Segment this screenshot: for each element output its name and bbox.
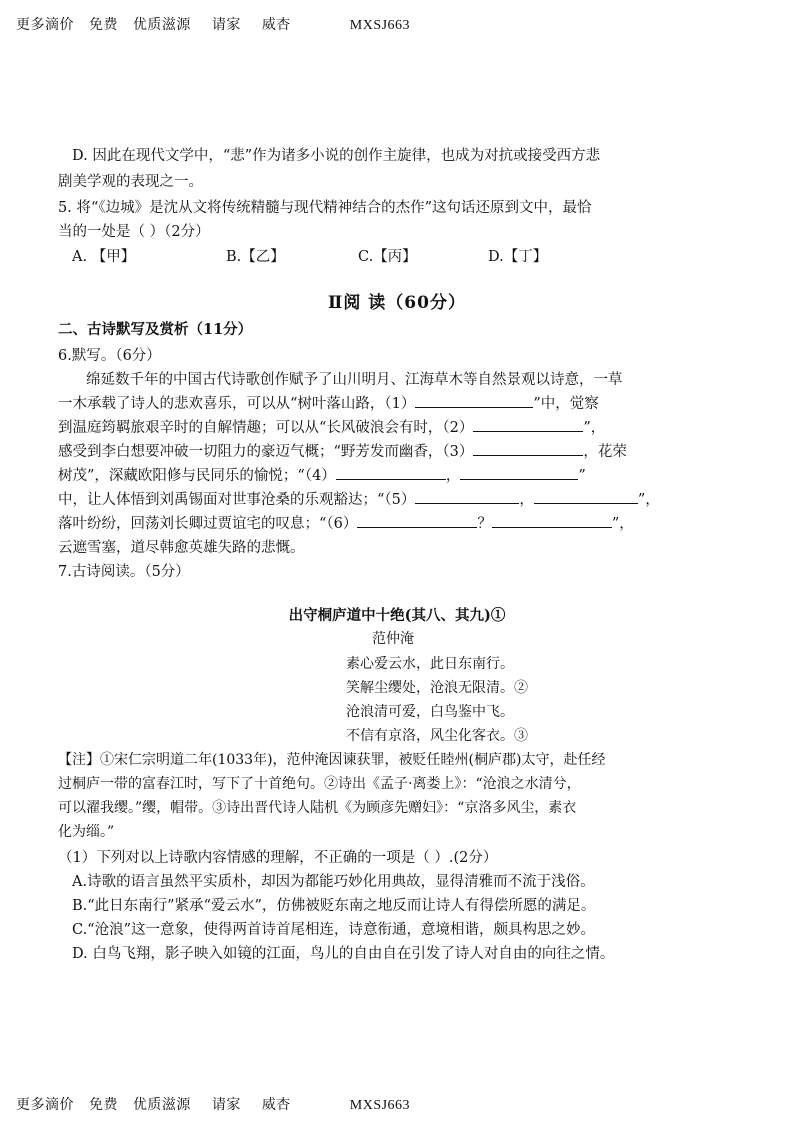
watermark-code: MXSJ663: [349, 1098, 411, 1113]
answer-blank-3[interactable]: [473, 441, 583, 456]
q6-line5-comma: ，: [445, 468, 461, 484]
q6-line6-text: 中，让人体悟到刘禹锡面对世事沧桑的乐观豁达；“（5）: [58, 492, 416, 508]
q6-line4-text: 感受到李白想要冲破一切阻力的豪迈气概；“野芳发而幽香，（3）: [58, 444, 474, 460]
q6-line3: [58, 416, 605, 437]
q6-line5: [58, 464, 586, 485]
q6-line7-tail: ”，: [611, 516, 634, 532]
q6-line1: 绵延数千年的中国古代诗歌创作赋予了山川明月、江海草木等自然景观以诗意，一草: [86, 372, 623, 388]
watermark-part: 请家: [211, 17, 241, 33]
answer-blank-6a[interactable]: [357, 513, 477, 528]
q6-line4: [58, 440, 627, 461]
answer-blank-6b[interactable]: [492, 513, 612, 528]
poem-note-line4: 化为缁。”: [58, 824, 115, 840]
q6-title: 6.默写。（6分）: [58, 348, 161, 364]
q4-option-d-line2: 剧美学观的表现之一。: [58, 174, 203, 190]
q5-option-a: A. 【甲】: [72, 249, 136, 265]
answer-blank-4a[interactable]: [336, 465, 446, 480]
header-watermark: [16, 14, 420, 34]
q7-title: 7.古诗阅读。（5分）: [58, 564, 190, 580]
q6-line3-tail: ”，: [583, 420, 606, 436]
q6-line2-tail: ”中，觉察: [533, 396, 599, 412]
footer-watermark: [16, 1094, 420, 1114]
poem-title: 出守桐庐道中十绝(其八、其九)①: [288, 607, 506, 624]
q6-line6: [58, 488, 660, 509]
q6-line4-tail: ，花荣: [583, 444, 627, 460]
q6-line6-comma: ，: [519, 492, 534, 508]
q6-line3-text: 到温庭筠羁旅艰辛时的自解情趣；可以从“长风破浪会有时，（2）: [58, 420, 474, 436]
q6-line5-text: 树茂”，深藏欧阳修与民同乐的愉悦；“（4）: [58, 468, 336, 484]
poem-line-2: 笑解尘缨处，沧浪无限清。②: [346, 680, 528, 696]
poem-line-4: 不信有京洛，风尘化客衣。③: [346, 728, 528, 744]
q5-stem-line1: 5. 将“《边城》是沈从文将传统精髓与现代精神结合的杰作”这句话还原到文中，最恰: [58, 200, 592, 216]
watermark-part: 免费: [88, 1097, 118, 1113]
poem-line-1: 素心爱云水，此日东南行。: [346, 656, 514, 672]
poem-author: 范仲淹: [372, 631, 414, 647]
watermark-part: 免费: [88, 17, 118, 33]
watermark-code: MXSJ663: [349, 18, 411, 33]
watermark-part: 请家: [211, 1097, 241, 1113]
q5-option-c: C.【丙】: [358, 249, 417, 265]
q7-sub1-option-a: A.诗歌的语言虽然平实质朴，却因为都能巧妙化用典故，显得清雅而不流于浅俗。: [72, 874, 595, 890]
poem-line-3: 沧浪清可爱，白鸟鉴中飞。: [346, 704, 514, 720]
watermark-part: 威杏: [261, 17, 291, 33]
q4-option-d-line1: D. 因此在现代文学中，“悲”作为诸多小说的创作主旋律，也成为对抗或接受西方悲: [72, 148, 601, 164]
q6-line6-tail: ”，: [637, 492, 660, 508]
q7-sub1-option-b: B.“此日东南行”紧承“爱云水”，仿佛被贬东南之地反而让诗人有得偿所愿的满足。: [72, 898, 596, 914]
answer-blank-2[interactable]: [473, 417, 583, 432]
poem-note-line2: 过桐庐一带的富春江时，写下了十首绝句。②诗出《孟子·离娄上》：“沧浪之水清兮，: [58, 776, 581, 792]
section2-title: 二、古诗默写及赏析（11分）: [58, 321, 253, 338]
q7-sub1-option-c: C.“沧浪”这一意象，使得两首诗首尾相连，诗意衔通，意境相谐，颇具构思之妙。: [72, 922, 596, 938]
answer-blank-1[interactable]: [415, 393, 533, 408]
answer-blank-5a[interactable]: [415, 489, 519, 504]
watermark-part: 威杏: [261, 1097, 291, 1113]
watermark-part: 优质滋源: [132, 17, 191, 33]
part-title: Ⅱ阅 读（60分）: [328, 293, 466, 313]
poem-note-line3: 可以濯我缨。”缨，帽带。③诗出晋代诗人陆机《为顾彦先赠妇》：“京洛多风尘，素衣: [58, 800, 577, 816]
q7-sub1-stem: （1）下列对以上诗歌内容情感的理解，不正确的一项是（ ）.(2分）: [58, 850, 498, 866]
q6-line5-tail: ”: [578, 468, 586, 484]
q6-line2: [58, 392, 599, 413]
q7-sub1-option-d: D. 白鸟飞翔，影子映入如镜的江面，鸟儿的自由自在引发了诗人对自由的向往之情。: [72, 946, 615, 962]
q6-line2-text: 一木承载了诗人的悲欢喜乐，可以从“树叶落山路，（1）: [58, 396, 416, 412]
q5-option-d: D.【丁】: [488, 249, 548, 265]
q5-stem-line2: 当的一处是（ ）（2分）: [58, 224, 210, 240]
answer-blank-4b[interactable]: [460, 465, 578, 480]
watermark-part: 更多滴价: [16, 17, 74, 33]
watermark-part: 更多滴价: [16, 1097, 74, 1113]
q5-option-b: B.【乙】: [226, 249, 285, 265]
watermark-part: 优质滋源: [132, 1097, 191, 1113]
answer-blank-5b[interactable]: [534, 489, 638, 504]
q6-line7-question: ？: [477, 516, 492, 532]
q6-line7-text: 落叶纷纷，回荡刘长卿过贾谊宅的叹息；“（6）: [58, 516, 358, 532]
q6-line8: 云遮雪塞，道尽韩愈英雄失路的悲慨。: [58, 540, 305, 556]
poem-note-line1: 【注】①宋仁宗明道二年(1033年)，范仲淹因谏获罪，被贬任睦州(桐庐郡)太守，赴任经: [58, 752, 606, 768]
q6-line7: [58, 512, 634, 533]
